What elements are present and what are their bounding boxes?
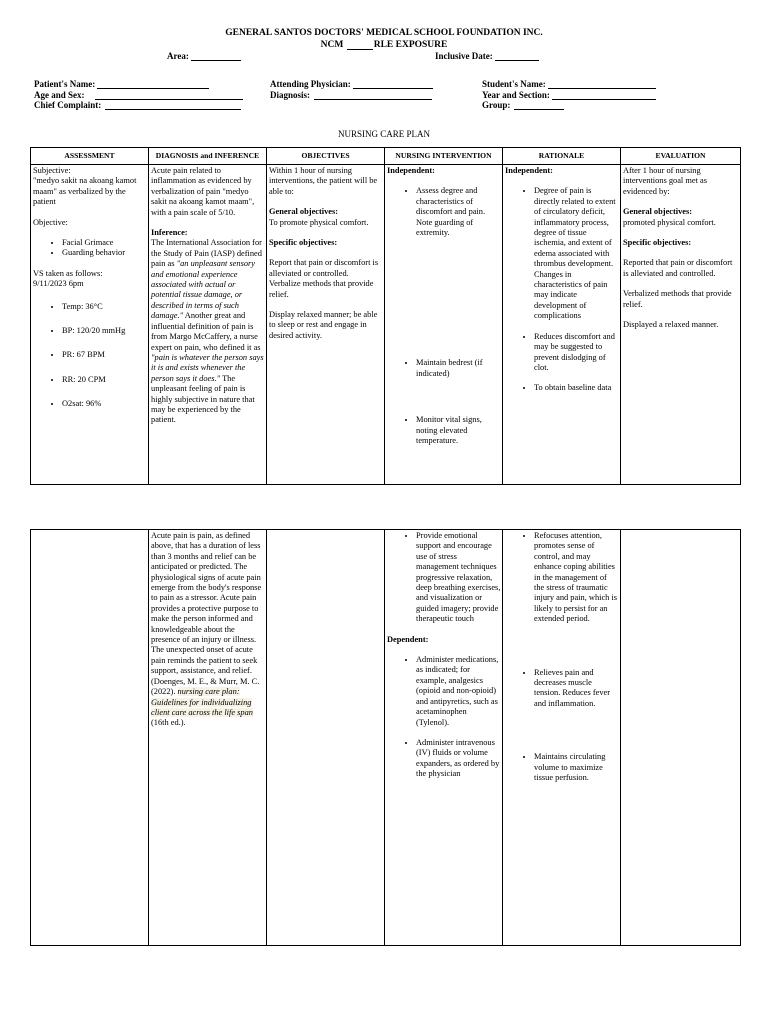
- col-assessment: ASSESSMENT: [31, 148, 149, 165]
- assessment-cell: [31, 165, 149, 485]
- plan-title: NURSING CARE PLAN: [337, 129, 430, 139]
- list-item: • Monitor vital signs, noting elevated temperature.: [416, 415, 501, 446]
- list-item: • Maintain bedrest (if indicated): [416, 358, 501, 379]
- list-item: • To obtain baseline data: [534, 383, 619, 393]
- vital-rr: • RR: 20 CPM: [62, 375, 147, 385]
- table-row: [31, 530, 741, 946]
- attending-physician-field: [270, 79, 433, 89]
- evaluation-general-label: General objectives:: [623, 207, 693, 217]
- age-sex-label: Age and Sex:: [34, 90, 85, 100]
- subjective-label: Subjective:: [33, 166, 71, 175]
- course-number-field[interactable]: [347, 41, 373, 50]
- evaluation-general-text: promoted physical comfort.: [623, 217, 716, 227]
- subjective-text: "medyo sakit na akoang kamot maam" as verbalized by the patient: [33, 176, 137, 207]
- chief-complaint-input[interactable]: [105, 101, 241, 110]
- objective-label: Objective:: [33, 217, 68, 227]
- course-line: [0, 40, 768, 50]
- list-item: • Guarding behavior: [62, 248, 147, 258]
- attending-physician-input[interactable]: [353, 80, 433, 89]
- area-label: Area:: [167, 51, 189, 61]
- year-section-field: [482, 90, 656, 100]
- inference-label: Inference:: [151, 228, 188, 238]
- col-rationale: RATIONALE: [503, 148, 621, 165]
- dependent-label: Dependent:: [387, 634, 429, 644]
- rationale-list: [505, 531, 619, 784]
- specific-objectives-label: Specific objectives:: [269, 238, 338, 248]
- acute-pain-text: Acute pain is pain, as defined above, that has a duration of less than 3 months and relief can be anticipated or predicted. The physiological signs of acute pain emerge from the body's response to pain as a stressor. Acute pain provides a protective purpose to make the person informed and knowledgeable about the presence of an injury or illness. The unexpected onset of acute pain reminds the patient to seek support, assistance, and relief.: [151, 531, 262, 676]
- area-field: [167, 51, 241, 61]
- independent-label: Independent:: [505, 166, 553, 175]
- general-objectives-label: General objectives:: [269, 207, 339, 217]
- objectives-cell-cont: [267, 530, 385, 946]
- vs-label: VS taken as follows:: [33, 268, 103, 278]
- diagnosis-cell: [149, 165, 267, 485]
- inclusive-date-input[interactable]: [495, 52, 539, 61]
- objectives-intro: Within 1 hour of nursing interventions, the patient will be able to:: [269, 166, 378, 196]
- intervention-cell: [385, 165, 503, 485]
- area-input[interactable]: [191, 52, 241, 61]
- year-section-label: Year and Section:: [482, 90, 550, 100]
- specific-objective: Report that pain or discomfort is alleviated or controlled.: [269, 258, 379, 278]
- general-objectives-text: To promote physical comfort.: [269, 217, 369, 227]
- course-suffix: RLE EXPOSURE: [373, 40, 448, 50]
- list-item: • Assess degree and characteristics of discomfort and pain. Note guarding of extremity.: [416, 186, 501, 238]
- col-objectives: OBJECTIVES: [267, 148, 385, 165]
- list-item: • Relieves pain and decreases muscle tension. Reduces fever and inflammation.: [534, 668, 619, 710]
- objectives-cell: [267, 165, 385, 485]
- evaluation-cell-cont: [621, 530, 741, 946]
- intervention-list: [387, 186, 501, 446]
- rationale-cell-cont: [503, 530, 621, 946]
- patient-name-field: [34, 79, 209, 89]
- group-label: Group:: [482, 100, 511, 110]
- intervention-cell-cont: [385, 530, 503, 946]
- list-item: • Reduces discomfort and may be suggested to prevent dislodging of clot.: [534, 332, 619, 374]
- diagnosis-cell-cont: [149, 530, 267, 946]
- col-diagnosis: DIAGNOSIS and INFERENCE: [149, 148, 267, 165]
- rationale-cell: [503, 165, 621, 485]
- list-item: • Administer intravenous (IV) fluids or volume expanders, as ordered by the physician: [416, 738, 501, 780]
- vitals-list: [33, 302, 147, 410]
- list-item: • Maintains circulating volume to maximize tissue perfusion.: [534, 752, 619, 783]
- assessment-cell-cont: [31, 530, 149, 946]
- intervention-list: [387, 531, 501, 625]
- care-plan-table-page2: [30, 529, 741, 946]
- table-row: [31, 165, 741, 485]
- student-name-field: [482, 79, 656, 89]
- vital-bp: • BP: 120/20 mmHg: [62, 326, 147, 336]
- vital-temp: • Temp: 36°C: [62, 302, 147, 312]
- col-intervention: NURSING INTERVENTION: [385, 148, 503, 165]
- list-item: • Facial Grimace: [62, 238, 147, 248]
- col-evaluation: EVALUATION: [621, 148, 741, 165]
- school-name: GENERAL SANTOS DOCTORS' MEDICAL SCHOOL FOUNDATION INC.: [225, 28, 543, 38]
- inclusive-date-label: Inclusive Date:: [435, 51, 493, 61]
- course-prefix: NCM: [320, 40, 344, 50]
- citation-title: nursing care plan: Guidelines for individualizing client care across the life span: [151, 687, 253, 717]
- specific-objective: Display relaxed manner; be able to sleep or rest and engage in desired activity.: [269, 310, 378, 340]
- attending-physician-label: Attending Physician:: [270, 79, 351, 89]
- iasp-quote: "an unpleasant sensory and emotional experience associated with actual or potential tissue damage, or described in terms of such damage.": [151, 259, 256, 321]
- list-item: • Refocuses attention, promotes sense of control, and may enhance coping abilities in the management of the stress of traumatic injury and pain, which is likely to persist for an extended period.: [534, 531, 619, 625]
- evaluation-specific: Displayed a relaxed manner.: [623, 320, 719, 330]
- diagnosis-text: Acute pain related to inflammation as evidenced by verbalization of pain "medyo sakit na akoang kamot maam", with a pain scale of 5/10.: [151, 166, 255, 217]
- year-section-input[interactable]: [552, 91, 656, 100]
- group-input[interactable]: [514, 101, 564, 110]
- rationale-list: [505, 186, 619, 393]
- mccaffery-quote: "pain is whatever the person says it is and exists whenever the person says it does.": [151, 352, 264, 383]
- age-sex-field: [34, 90, 243, 100]
- list-item: • Degree of pain is directly related to extent of circulatory deficit, inflammatory process, degree of tissue ischemia, and extent of edema associated with thrombus development. Changes in characteristics of pain may indicate development of complications: [534, 186, 619, 321]
- evaluation-specific: Verbalized methods that provide relief.: [623, 289, 732, 309]
- list-item: • Administer medications, as indicated; for example, analgesics (opioid and non-opioid) and antipyretics, such as acetaminophen (Tylenol).: [416, 655, 501, 728]
- student-name-label: Student's Name:: [482, 79, 546, 89]
- list-item: • Provide emotional support and encourage use of stress management techniques progressive relaxation, deep breathing exercises, and visualization or guided imagery; provide therapeutic touch: [416, 531, 501, 625]
- specific-objective: Verbalize methods that provide relief.: [269, 279, 374, 299]
- diagnosis-label: Diagnosis:: [270, 90, 311, 100]
- diagnosis-input[interactable]: [314, 91, 432, 100]
- care-plan-table-page1: [30, 147, 741, 485]
- inclusive-date-field: [435, 51, 539, 61]
- student-name-input[interactable]: [548, 80, 656, 89]
- group-field: [482, 100, 564, 110]
- vital-pr: • PR: 67 BPM: [62, 350, 147, 360]
- chief-complaint-label: Chief Complaint:: [34, 100, 102, 110]
- age-sex-input[interactable]: [95, 91, 243, 100]
- evaluation-specific: Reported that pain or discomfort is alleviated and controlled.: [623, 258, 733, 278]
- patient-name-input[interactable]: [97, 80, 209, 89]
- vital-o2sat: • O2sat: 96%: [62, 399, 147, 409]
- patient-name-label: Patient's Name:: [34, 79, 96, 89]
- diagnosis-field: [270, 90, 432, 100]
- table-header-row: [31, 148, 741, 165]
- objective-list: [33, 238, 147, 259]
- vs-date: 9/11/2023 6pm: [33, 279, 84, 289]
- evaluation-specific-label: Specific objectives:: [623, 238, 692, 248]
- independent-label: Independent:: [387, 166, 435, 175]
- chief-complaint-field: [34, 100, 241, 110]
- inference-text: The International Association for the Study of Pain (IASP) defined pain as "an unpleasant sensory and emotional experience associated with actual or potential tissue damage, or described in terms of such damage." Another great and influential definition of pain is from Margo McCaffery, a nurse expert on pain, who defined it as "pain is whatever the person says it is and exists whenever the person says it does." The unpleasant feeling of pain is highly subjective in nature that may be experienced by the patient.: [151, 238, 264, 425]
- evaluation-cell: [621, 165, 741, 485]
- citation: (Doenges, M. E., & Murr, M. C. (2022). nursing care plan: Guidelines for individualizing client care across the life span (16th ed.).: [151, 676, 260, 728]
- dependent-list: [387, 655, 501, 779]
- evaluation-intro: After 1 hour of nursing interventions goal met as evidenced by:: [623, 166, 707, 196]
